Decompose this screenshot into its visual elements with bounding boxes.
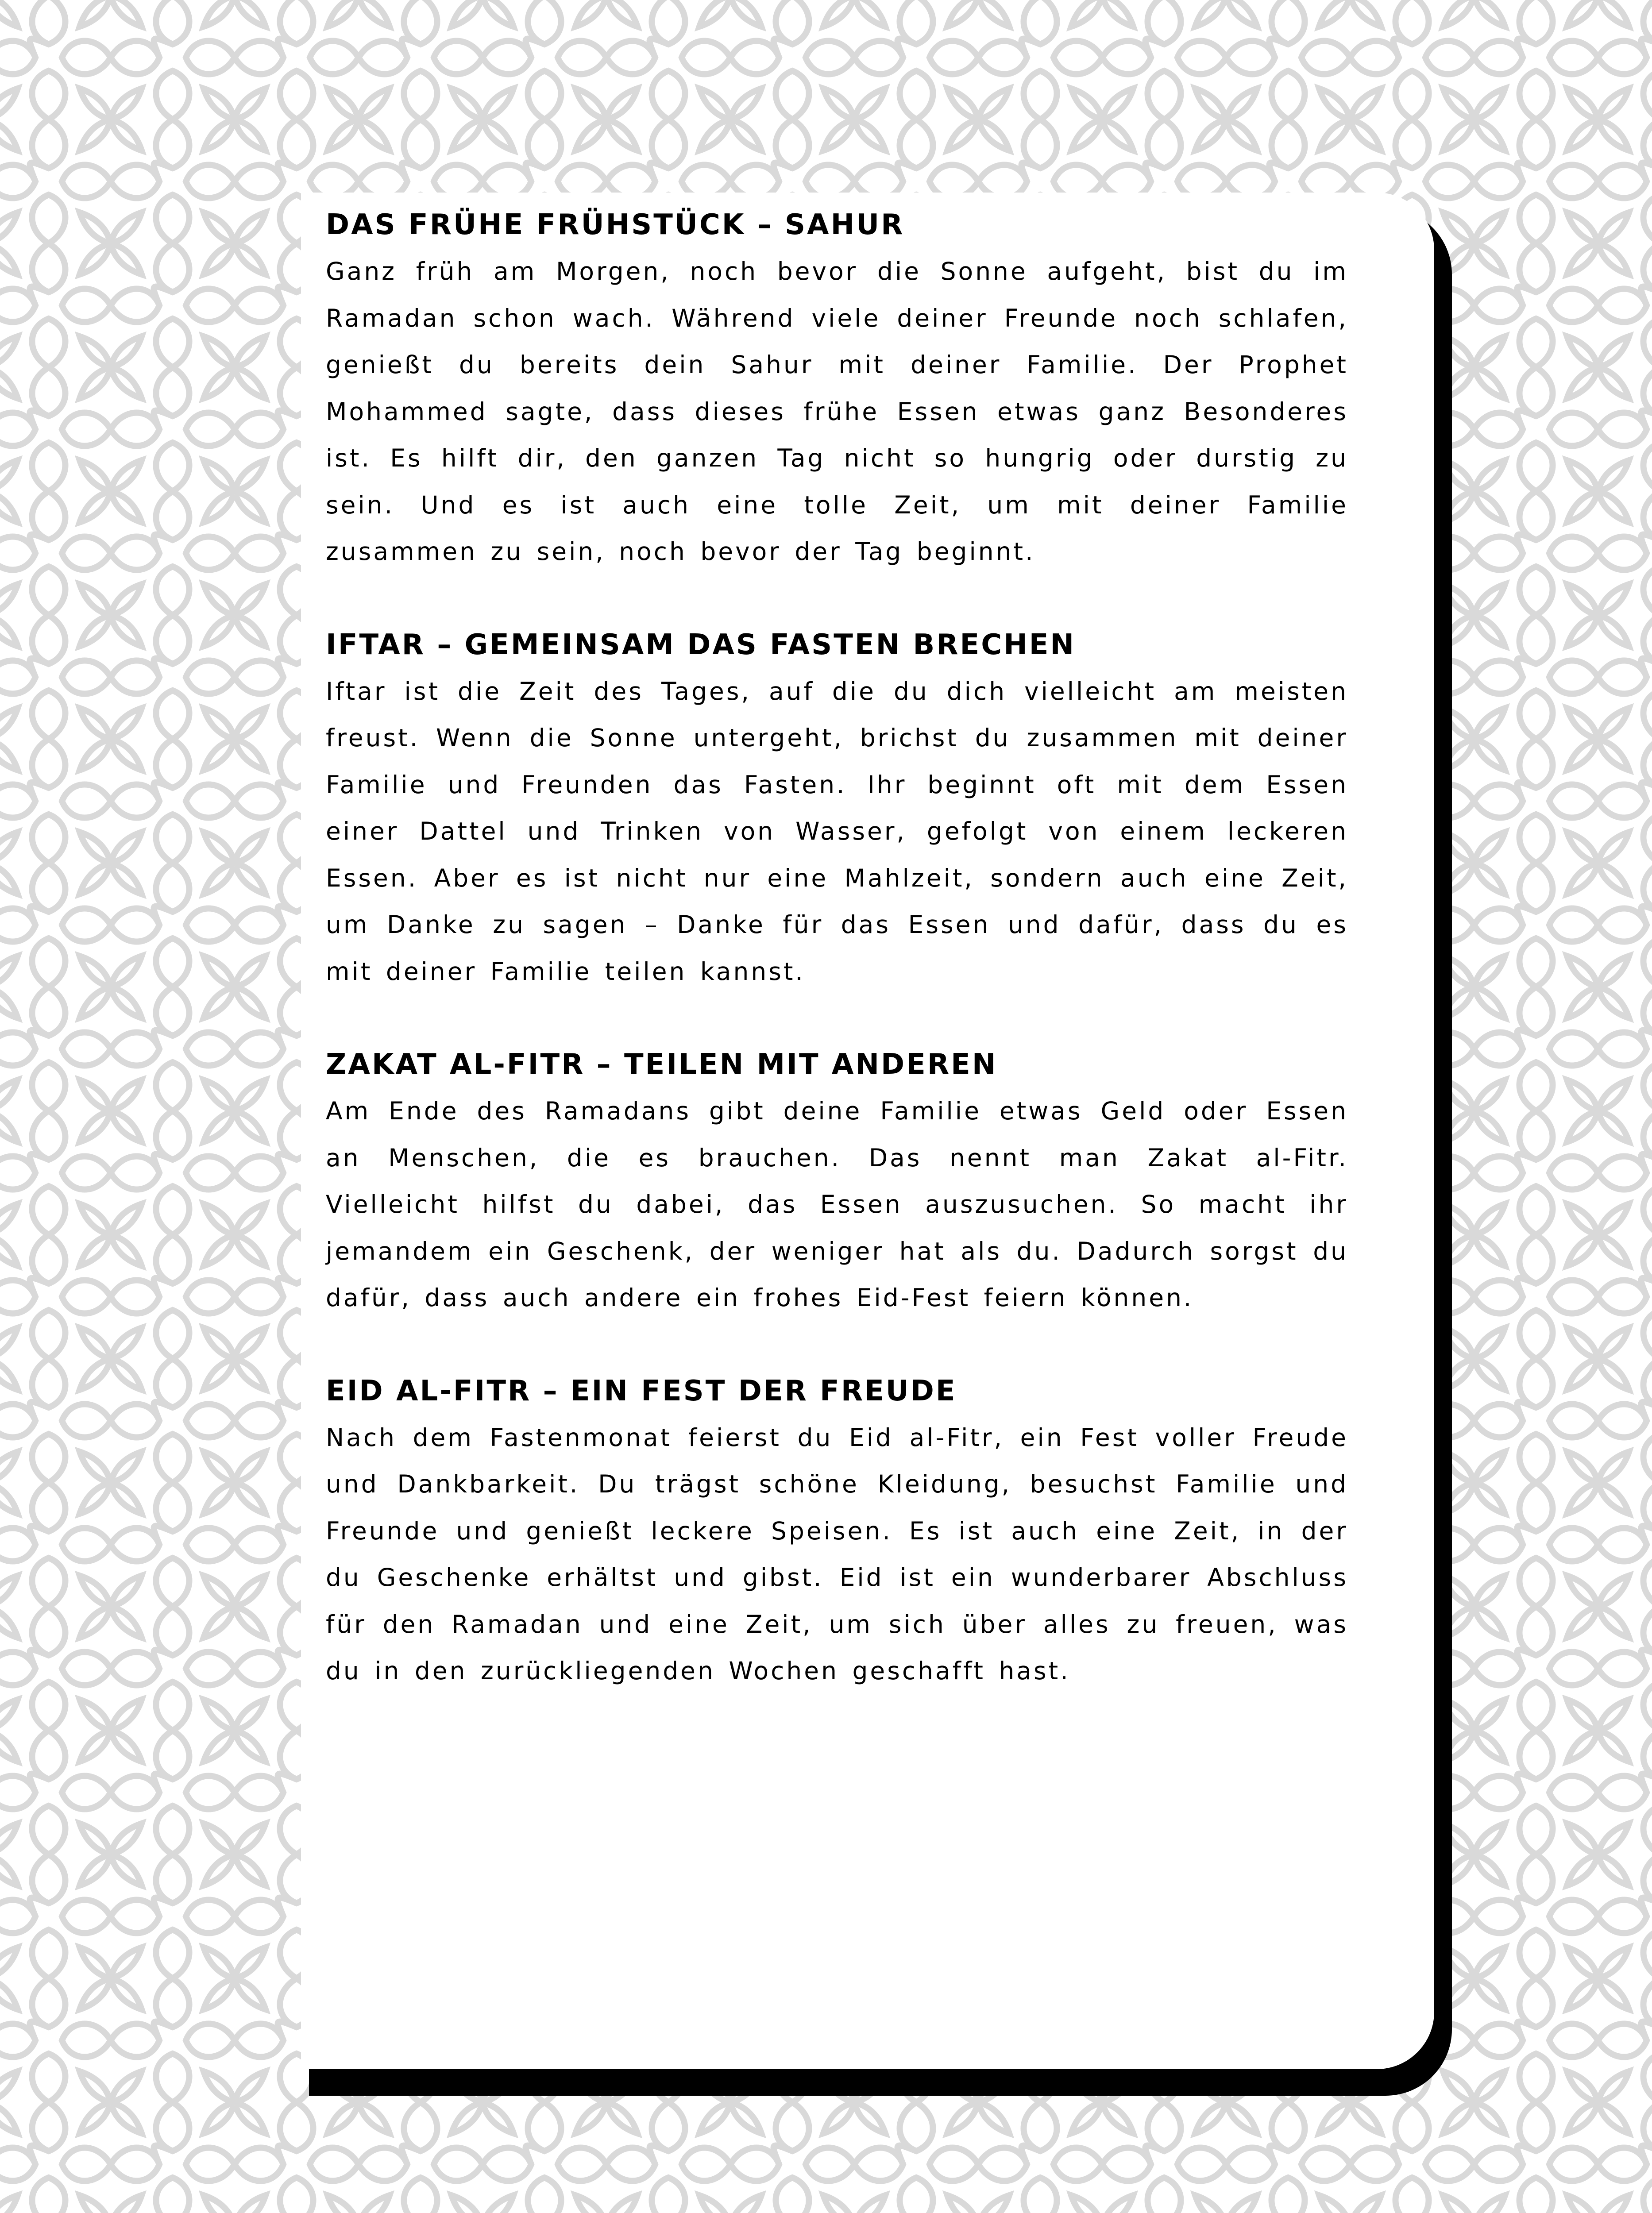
section-heading: IFTAR – GEMEINSAM DAS FASTEN BRECHEN <box>326 628 1076 661</box>
section-sahur <box>326 201 1348 575</box>
section-body: Nach dem Fastenmonat feierst du Eid al-Fitr, ein Fest voller Freude und Dankbarkeit. Du trägst schöne Kleidung, besuchst Familie und Freunde und genießt leckere Speisen. Es ist auch eine Zeit, in der du Geschenke erhältst und gibst. Eid ist ein wunderbarer Abschluss für den Ramadan und eine Zeit, um sich über alles zu freuen, was du in den zurückliegenden Wochen geschafft hast. <box>326 1423 1348 1685</box>
section-heading: ZAKAT AL-FITR – TEILEN MIT ANDEREN <box>326 1048 998 1081</box>
section-eid <box>326 1368 1348 1695</box>
section-gap <box>326 1322 1348 1368</box>
section-iftar <box>326 621 1348 995</box>
section-body: Iftar ist die Zeit des Tages, auf die du dich vielleicht am meisten freust. Wenn die Sonne untergeht, brichst du zusammen mit deiner Familie und Freunden das Fasten. Ihr beginnt oft mit dem Essen einer Dattel und Trinken von Wasser, gefolgt von einem leckeren Essen. Aber es ist nicht nur eine Mahlzeit, sondern auch eine Zeit, um Danke zu sagen – Danke für das Essen und dafür, dass du es mit deiner Familie teilen kannst. <box>326 677 1348 986</box>
section-gap <box>326 575 1348 621</box>
content-area <box>326 201 1348 1695</box>
section-gap <box>326 995 1348 1041</box>
section-body: Am Ende des Ramadans gibt deine Familie etwas Geld oder Essen an Menschen, die es brauchen. Das nennt man Zakat al-Fitr. Vielleicht hilfst du dabei, das Essen auszusuchen. So macht ihr jemandem ein Geschenk, der weniger hat als du. Dadurch sorgst du dafür, dass auch andere ein frohes Eid-Fest feiern können. <box>326 1097 1348 1312</box>
section-body: Ganz früh am Morgen, noch bevor die Sonne aufgeht, bist du im Ramadan schon wach. Während viele deiner Freunde noch schlafen, genießt du bereits dein Sahur mit deiner Familie. Der Prophet Mohammed sagte, dass dieses frühe Essen etwas ganz Besonderes ist. Es hilft dir, den ganzen Tag nicht so hungrig oder durstig zu sein. Und es ist auch eine tolle Zeit, um mit deiner Familie zusammen zu sein, noch bevor der Tag beginnt. <box>326 257 1348 566</box>
section-heading: EID AL-FITR – EIN FEST DER FREUDE <box>326 1374 957 1407</box>
section-heading: DAS FRÜHE FRÜHSTÜCK – SAHUR <box>326 208 905 241</box>
section-zakat <box>326 1041 1348 1322</box>
